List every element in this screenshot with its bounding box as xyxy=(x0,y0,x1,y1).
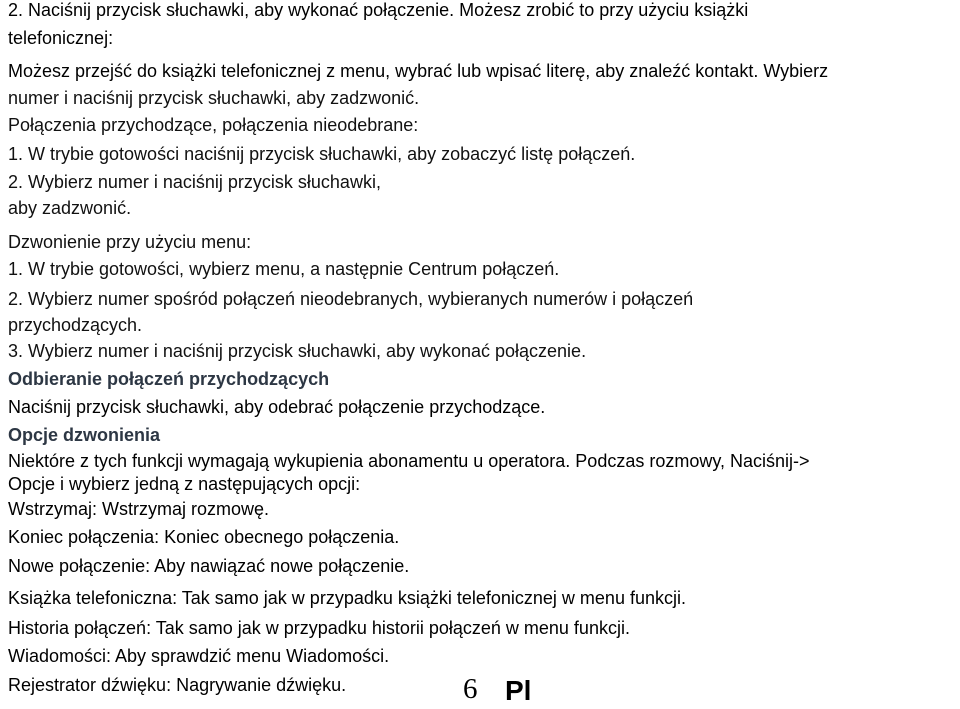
heading-call-options: Opcje dzwonienia xyxy=(8,425,161,445)
page-number: 6 xyxy=(463,673,478,705)
answering-text: Naciśnij przycisk słuchawki, aby odebrać połączenie przychodzące. xyxy=(8,397,546,417)
option-hold: Wstrzymaj: Wstrzymaj rozmowę. xyxy=(8,499,269,519)
text-line-1: 2. Naciśnij przycisk słuchawki, aby wykonać połączenie. Możesz zrobić to przy użyciu książki xyxy=(8,0,749,20)
language-code: Pl xyxy=(505,675,532,706)
text-line-2: telefonicznej: xyxy=(8,28,114,48)
option-call-history: Historia połączeń: Tak samo jak w przypadku historii połączeń w menu funkcji. xyxy=(8,618,630,638)
list-item-1: 1. W trybie gotowości naciśnij przycisk słuchawki, aby zobaczyć listę połączeń. xyxy=(8,144,636,164)
list-item-2: 2. Wybierz numer i naciśnij przycisk słuchawki, xyxy=(8,172,381,192)
options-text-2: Opcje i wybierz jedną z następujących opcji: xyxy=(8,474,361,494)
heading-answering-calls: Odbieranie połączeń przychodzących xyxy=(8,369,330,389)
menu-step-1: 1. W trybie gotowości, wybierz menu, a następnie Centrum połączeń. xyxy=(8,259,560,279)
section-title-calling-menu: Dzwonienie przy użyciu menu: xyxy=(8,232,252,252)
option-phonebook: Książka telefoniczna: Tak samo jak w przypadku książki telefonicznej w menu funkcji. xyxy=(8,588,686,608)
option-new-call: Nowe połączenie: Aby nawiązać nowe połączenie. xyxy=(8,556,410,576)
menu-step-3: 3. Wybierz numer i naciśnij przycisk słuchawki, aby wykonać połączenie. xyxy=(8,341,587,361)
options-text-1: Niektóre z tych funkcji wymagają wykupienia abonamentu u operatora. Podczas rozmowy, Naciśnij-> xyxy=(8,451,810,471)
option-sound-recorder: Rejestrator dźwięku: Nagrywanie dźwięku. xyxy=(8,675,347,695)
option-messages: Wiadomości: Aby sprawdzić menu Wiadomości. xyxy=(8,646,390,666)
option-end-call: Koniec połączenia: Koniec obecnego połączenia. xyxy=(8,527,400,547)
list-item-2-cont: aby zadzwonić. xyxy=(8,198,132,218)
text-line-4: numer i naciśnij przycisk słuchawki, aby zadzwonić. xyxy=(8,88,420,108)
menu-step-2: 2. Wybierz numer spośród połączeń nieodebranych, wybieranych numerów i połączeń xyxy=(8,289,694,309)
text-line-3: Możesz przejść do książki telefonicznej z menu, wybrać lub wpisać literę, aby znaleźć kontakt. Wybierz xyxy=(8,61,829,81)
section-title-incoming-missed: Połączenia przychodzące, połączenia nieodebrane: xyxy=(8,115,419,135)
menu-step-2-cont: przychodzących. xyxy=(8,315,143,335)
